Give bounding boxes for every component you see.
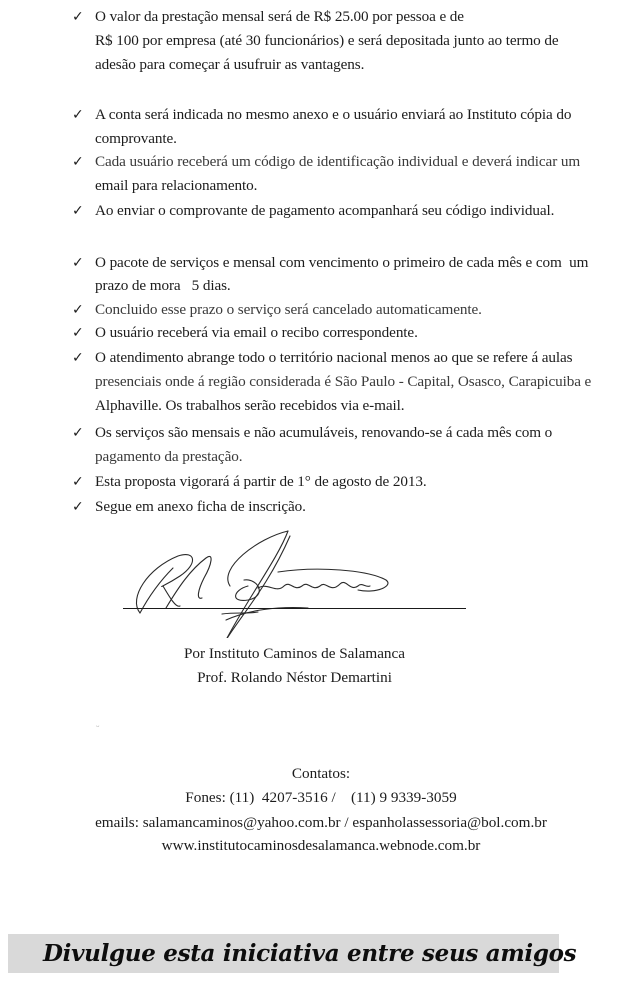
list-item-line: Segue em anexo ficha de inscrição.: [95, 498, 306, 515]
signature-line: [123, 608, 466, 609]
contacts-website: www.institutocaminosdesalamanca.webnode.com.br: [161, 837, 481, 854]
signature-scribble: [118, 528, 468, 638]
call-to-action-banner: [8, 934, 577, 973]
list-item-line: Alphaville. Os trabalhos serão recebidos via e-mail.: [95, 397, 405, 414]
signature-organization: Por Instituto Caminos de Salamanca: [183, 645, 406, 662]
contacts-emails: emails: salamancaminos@yahoo.com.br / espanholassessoria@bol.com.br: [95, 814, 547, 831]
list-item-line: O atendimento abrange todo o território nacional menos ao que se refere á aulas: [95, 349, 573, 366]
list-item-line: Os serviços são mensais e não acumuláveis, renovando-se á cada mês com o: [95, 424, 553, 441]
check-icon: ✓: [72, 425, 84, 441]
check-icon: ✓: [72, 350, 84, 366]
list-item-line: O valor da prestação mensal será de R$ 25.00 por pessoa e de: [95, 8, 464, 25]
list-item-line: Ao enviar o comprovante de pagamento acompanhará seu código individual.: [95, 202, 555, 219]
list-item-line: Concluido esse prazo o serviço será cancelado automaticamente.: [95, 301, 482, 318]
check-icon: ✓: [72, 499, 84, 515]
check-icon: ✓: [72, 255, 84, 271]
list-item-line: adesão para começar á usufruir as vantagens.: [95, 56, 365, 73]
list-item-line: R$ 100 por empresa (até 30 funcionários) e será depositada junto ao termo de: [95, 32, 559, 49]
list-item-line: pagamento da prestação.: [95, 448, 243, 465]
contacts-heading: Contatos:: [291, 765, 351, 782]
signature-image: [118, 528, 468, 638]
list-item-line: presenciais onde á região considerada é São Paulo - Capital, Osasco, Carapicuiba e: [95, 373, 592, 390]
check-icon: ✓: [72, 325, 84, 341]
check-icon: ✓: [72, 474, 84, 490]
check-icon: ✓: [72, 203, 84, 219]
list-item-line: comprovante.: [95, 130, 177, 147]
signature-name: Prof. Rolando Néstor Demartini: [197, 669, 392, 686]
check-icon: ✓: [72, 107, 84, 123]
list-item-line: email para relacionamento.: [95, 177, 258, 194]
list-item-line: Esta proposta vigorará á partir de 1° de agosto de 2013.: [95, 473, 427, 490]
banner-text: Divulgue esta iniciativa entre seus amigos: [43, 940, 577, 967]
list-item-line: prazo de mora 5 dias.: [95, 277, 231, 294]
list-item-line: O pacote de serviços e mensal com vencimento o primeiro de cada mês e com um: [95, 254, 589, 271]
check-icon: ✓: [72, 302, 84, 318]
list-item-line: A conta será indicada no mesmo anexo e o usuário enviará ao Instituto cópia do: [95, 106, 572, 123]
scan-speck: ᵕ: [96, 723, 100, 733]
list-item-line: Cada usuário receberá um código de identificação individual e deverá indicar um: [95, 153, 581, 170]
check-icon: ✓: [72, 154, 84, 170]
contacts-phones: Fones: (11) 4207-3516 / (11) 9 9339-3059: [185, 789, 457, 806]
check-icon: ✓: [72, 9, 84, 25]
list-item-line: O usuário receberá via email o recibo correspondente.: [95, 324, 418, 341]
